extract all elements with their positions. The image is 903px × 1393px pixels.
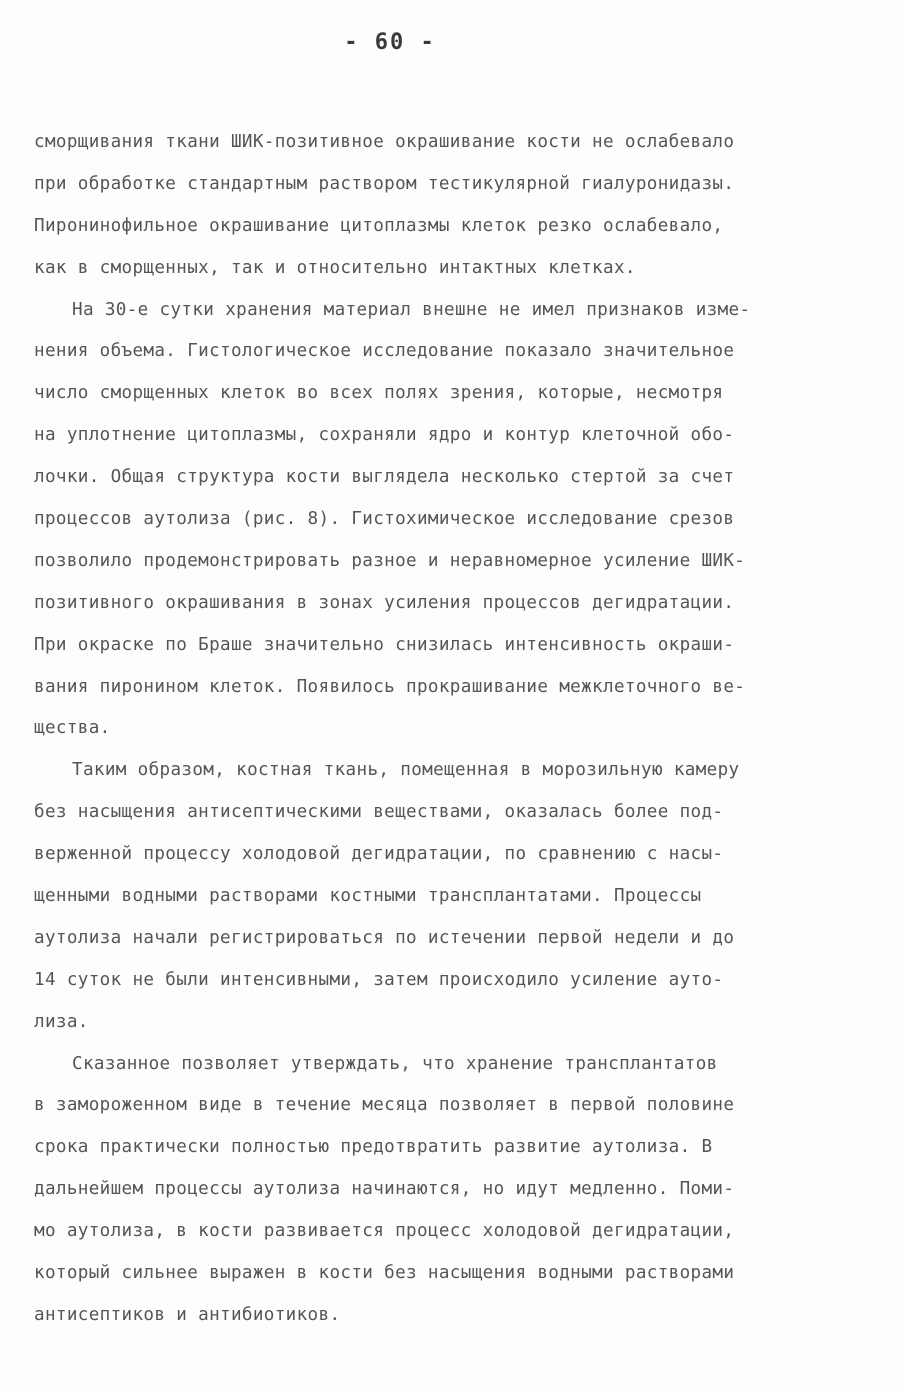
text-line: при обработке стандартным раствором тестикулярной гиалуронидазы.: [34, 173, 735, 194]
text-line: мо аутолиза, в кости развивается процесс холодовой дегидратации,: [34, 1221, 735, 1242]
text-line: аутолиза начали регистрироваться по истечении первой недели и до: [34, 927, 735, 948]
text-line: Сказанное позволяет утверждать, что хранение трансплантатов: [72, 1053, 718, 1074]
text-line: верженной процессу холодовой дегидратации, по сравнению с насы-: [34, 844, 724, 865]
text-line: щенными водными растворами костными трансплантатами. Процессы: [34, 886, 702, 907]
text-line: число сморщенных клеток во всех полях зрения, которые, несмотря: [34, 383, 724, 404]
text-line: позитивного окрашивания в зонах усиления процессов дегидратации.: [34, 592, 735, 613]
text-line: Таким образом, костная ткань, помещенная в морозильную камеру: [72, 760, 740, 781]
text-line: На 30-е сутки хранения материал внешне не имел признаков изме-: [72, 299, 751, 320]
text-line: позволило продемонстрировать разное и неравномерное усиление ШИК-: [34, 550, 746, 571]
text-line: антисептиков и антибиотиков.: [34, 1304, 341, 1325]
text-line: лочки. Общая структура кости выглядела несколько стертой за счет: [34, 467, 735, 488]
page-number: - 60 -: [344, 30, 436, 55]
text-line: как в сморщенных, так и относительно интактных клетках.: [34, 257, 636, 278]
text-line: При окраске по Браше значительно снизилась интенсивность окраши-: [34, 634, 735, 655]
text-line: вания пиронином клеток. Появилось прокрашивание межклеточного ве-: [34, 676, 746, 697]
text-line: Пиронинофильное окрашивание цитоплазмы клеток резко ослабевало,: [34, 215, 724, 236]
text-line: сморщивания ткани ШИК-позитивное окрашивание кости не ослабевало: [34, 132, 735, 152]
text-line: на уплотнение цитоплазмы, сохраняли ядро и контур клеточной обо-: [34, 425, 735, 446]
text-line: процессов аутолиза (рис. 8). Гистохимическое исследование срезов: [34, 509, 735, 530]
text-line: щества.: [34, 718, 111, 739]
text-line: срока практически полностью предотвратить развитие аутолиза. В: [34, 1137, 713, 1158]
body-text: [34, 122, 874, 1337]
text-line: 14 суток не были интенсивными, затем происходило усиление ауто-: [34, 969, 724, 990]
text-line: который сильнее выражен в кости без насыщения водными растворами: [34, 1263, 735, 1284]
text-line: дальнейшем процессы аутолиза начинаются, но идут медленно. Поми-: [34, 1179, 735, 1200]
text-line: в замороженном виде в течение месяца позволяет в первой половине: [34, 1095, 735, 1116]
text-line: без насыщения антисептическими веществами, оказалась более под-: [34, 802, 724, 823]
text-line: нения объема. Гистологическое исследование показало значительное: [34, 341, 735, 362]
text-line: лиза.: [34, 1011, 89, 1032]
